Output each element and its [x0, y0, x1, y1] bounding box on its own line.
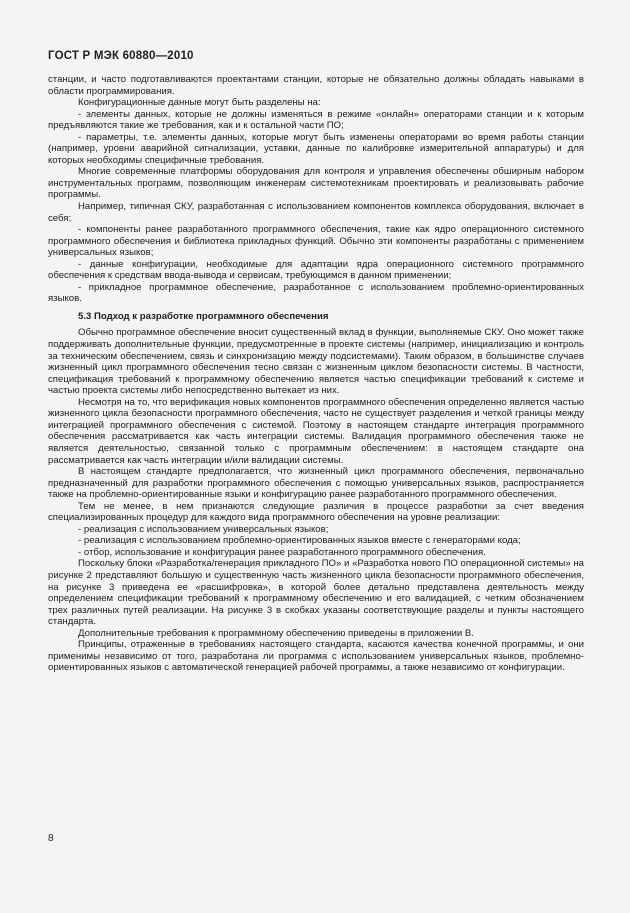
paragraph: Принципы, отраженные в требованиях настоящего стандарта, касаются качества конечной программы, и они применимы независимо от того, разработана ли программа с использованием универсальных языков, проблемно-ориентированных языков с автоматической генерацией рабочей программы, а также независимо от конфигурации. [48, 639, 584, 674]
list-item: - реализация с использованием проблемно-ориентированных языков вместе с генераторами кода; [78, 535, 521, 547]
paragraph: Тем не менее, в нем признаются следующие различия в процессе разработки за счет введения специализированных процедур для каждого вида программного обеспечения на уровне реализации: [48, 500, 584, 524]
paragraph: Поскольку блоки «Разработка/генерация прикладного ПО» и «Разработка нового ПО операционной системы» на рисунке 2 представляют большую и существенную часть жизненного цикла безопасности программного обеспечения, на рисунке 3 приведена ее «расшифровка», в которой более детально представлена деятельность между определением спецификации требований к программному обеспечению и его валидацией, с четким обозначением трех различных путей реализации. На рисунке 3 в скобках указаны соответствующие разделы и пункты настоящего стандарта. [48, 558, 584, 628]
list-item: - прикладное программное обеспечение, разработанное с использованием проблемно-ориентированных языков. [48, 281, 584, 305]
list-item: - компоненты ранее разработанного программного обеспечения, такие как ядро операционного системного программного обеспечения и библиотека прикладных функций. Обычно эти компоненты разработаны с применением универсальных языков; [48, 224, 584, 259]
paragraph: Многие современные платформы оборудования для контроля и управления обеспечены обширным набором инструментальных программ, позволяющим инженерам системотехникам проектировать и реализовывать рабочие программы. [48, 166, 584, 201]
document-body [48, 74, 584, 674]
paragraph: Конфигурационные данные могут быть разделены на: [78, 97, 321, 109]
page-number: 8 [48, 833, 54, 844]
section-heading: 5.3 Подход к разработке программного обеспечения [78, 310, 329, 322]
list-item: - реализация с использованием универсальных языков; [78, 523, 329, 535]
list-item: - элементы данных, которые не должны изменяться в режиме «онлайн» операторами станции и к которым предъявляются такие же требования, как и к остальной части ПО; [48, 108, 584, 132]
paragraph: В настоящем стандарте предполагается, что жизненный цикл программного обеспечения, первоначально предназначенный для разработки программного обеспечения с помощью универсальных языков, распространяется также на проблемно-ориентированные языки и конфигурацию ранее разработанного программного обеспечения. [48, 466, 584, 501]
list-item: - параметры, т.е. элементы данных, которые могут быть изменены операторами во время работы станции (например, уровни аварийной сигнализации, уставки, данные по калибровке измерительной аппаратуры) и для которых необходимы специфичные требования. [48, 131, 584, 166]
page-header: ГОСТ Р МЭК 60880—2010 [48, 50, 194, 62]
list-item: - данные конфигурации, необходимые для адаптации ядра операционного системного программного обеспечения к средствам ввода-вывода и сервисам, требующимся в данном применении; [48, 258, 584, 282]
paragraph: Например, типичная СКУ, разработанная с использованием компонентов комплекса оборудования, включает в себя: [48, 201, 584, 224]
paragraph: Обычно программное обеспечение вносит существенный вклад в функции, выполняемые СКУ. Оно может также поддерживать дополнительные функции, предусмотренные в проекте системы (например, инициализацию и контроль за техническим обеспечением, связь и синхронизацию между подсистемами). Таким образом, в большинстве случаев жизненный цикл программного обеспечения тесно связан с жизненным циклом безопасности системы. В частности, спецификация требований к программному обеспечению является частью спецификации требований к системе и частью проекта системы либо непосредственно вытекает из них. [48, 327, 584, 397]
list-item: - отбор, использование и конфигурация ранее разработанного программного обеспечения. [78, 546, 486, 558]
paragraph: станции, и часто подготавливаются проектантами станции, которые не обязательно должны обладать навыками в области программирования. [48, 74, 584, 97]
paragraph: Несмотря на то, что верификация новых компонентов программного обеспечения определенно является частью жизненного цикла безопасности программного обеспечения, часто не существует разделения и четкой границы между интеграцией программного обеспечения с системой. Поэтому в настоящем стандарте интеграция программного обеспечения рассматривается как часть интеграции системы. Валидация программного обеспечения также не является деятельностью, связанной только с программным обеспечением: в настоящем стандарте она рассматривается как часть интеграции и/или валидации системы. [48, 396, 584, 466]
paragraph: Дополнительные требования к программному обеспечению приведены в приложении В. [78, 627, 474, 639]
